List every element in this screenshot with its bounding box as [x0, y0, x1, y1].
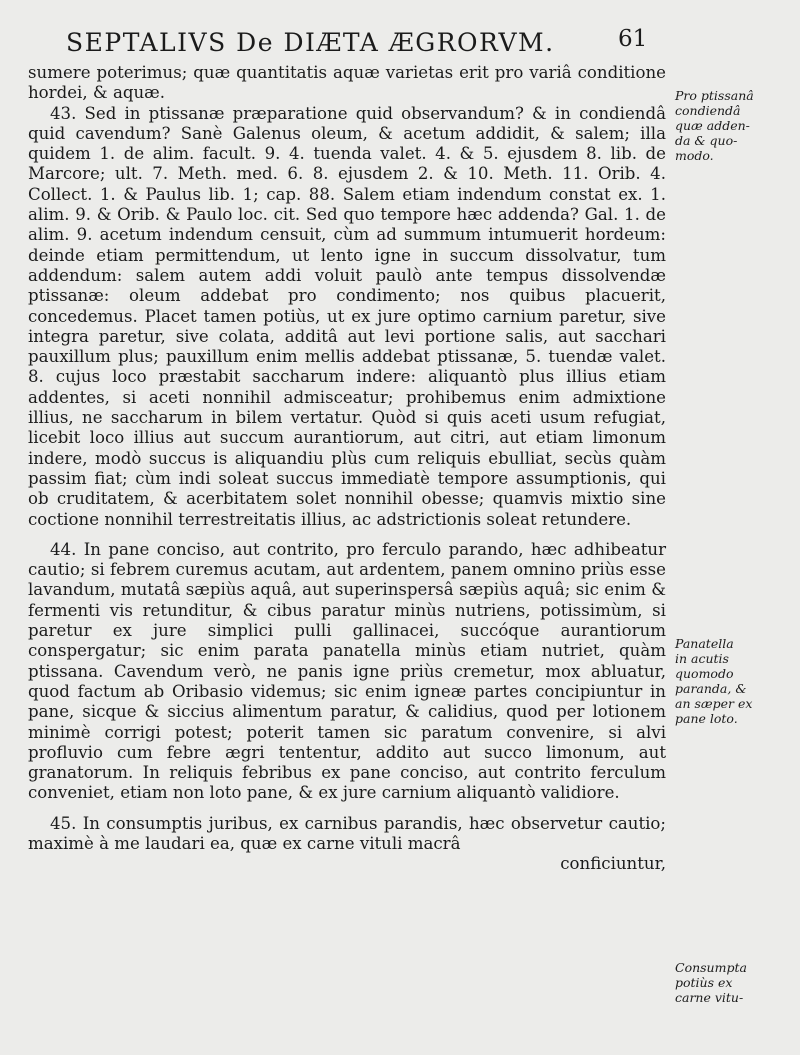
margin-note-line: potiùs ex [675, 975, 733, 990]
margin-note-line: quæ adden- [675, 118, 750, 133]
running-head: SEPTALIVS De DIÆTA ÆGRORVM. [66, 28, 555, 57]
margin-note-line: pane loto. [675, 711, 738, 726]
margin-note-consumpta [675, 960, 775, 1005]
main-text-column [28, 63, 666, 875]
paragraph-43: 43. Sed in ptissanæ præparatione quid observandum? & in condiendâ quid cavendum? Sanè Galenus oleum, & acetum addidit, & salem; illa quidem 1. de alim. facult. 9. 4. tuenda valet. 4. & 5. ejusdem 8. lib. de Marcore; ult. 7. Meth. med. 6. 8. ejusdem 2. & 10. Meth. 11. Orib. 4. Collect. 1. & Paulus lib. 1; cap. 88. Salem etiam indendum constat ex. 1. alim. 9. & Orib. & Paulo loc. cit. Sed quo tempore hæc addenda? Gal. 1. de alim. 9. acetum indendum censuit, cùm ad summum intumuerit hordeum: deinde etiam permittendum, ut lento igne in succum dissolvatur, tum addendum: salem autem addi voluit paulò ante tempus dissolvendæ ptissanæ: oleum addebat pro condimento; nos quibus placuerit, concedemus. Placet tamen potiùs, ut ex jure optimo carnium paretur, sive integra paretur, sive colata, additâ aut levi portione salis, aut sacchari pauxillum plus; pauxillum enim mellis addebat ptissanæ, 5. tuendæ valet. 8. cujus loco præstabit saccharum indere: aliquantò plus illius etiam addentes, si aceti nonnihil admisceatur; prohibemus enim admixtione illius, ne saccharum in bilem vertatur. Quòd si quis aceti usum refugiat, licebit loco illius aut succum aurantiorum, aut citri, aut etiam limonum indere, modò succus is aliquandiu plùs cum reliquis ebulliat, secùs quàm passim fiat; cùm indi soleat succus immediatè tempore assumptionis, qui ob cruditatem, & acerbitatem solet nonnihil obesse; quamvis mixtio sine coctione nonnihil terrestreitatis illius, ac adstrictionis soleat retundere. [28, 103, 666, 529]
margin-note-line: an sæper ex [675, 696, 753, 711]
margin-note-line: carne vitu- [675, 990, 744, 1005]
margin-note-line: in acutis [675, 651, 729, 666]
margin-note-line: paranda, & [675, 681, 747, 696]
paragraph-45: 45. In consumptis juribus, ex carnibus parandis, hæc observetur cautio; maximè à me laudari ea, quæ ex carne vituli macrâ [28, 813, 666, 853]
margin-note-line: Pro ptissanâ [675, 88, 754, 103]
margin-note-line: Panatella [675, 636, 734, 651]
margin-note-ptissana [675, 88, 775, 163]
paragraph-44: 44. In pane conciso, aut contrito, pro ferculo parando, hæc adhibeatur cautio; si febrem curemus acutam, aut ardentem, panem omnino priùs esse lavandum, mutatâ sæpiùs aquâ, aut superinspersâ sæpiùs aquâ; sic enim & fermenti vis retunditur, & cibus paratur minùs nutriens, potissimùm, si paretur ex jure simplici pulli gallinacei, succóque aurantiorum conspergatur; sic enim parata panatella minùs etiam nutriet, quàm ptissana. Cavendum verò, ne panis igne priùs cremetur, mox abluatur, quod factum ab Oribasio videmus; sic enim igneæ partes concipiuntur in pane, sicque & siccius alimentum paratur, & calidius, quod per lotionem minimè corrigi potest; poterit tamen sic paratum convenire, si alvi profluvio cum febre ægri tententur, addito aut succo limonum, aut granatorum. In reliquis febribus ex pane conciso, aut contrito ferculum conveniet, etiam non loto pane, & ex jure carnium aliquantò validiore. [28, 539, 666, 803]
page-number: 61 [618, 26, 648, 52]
margin-note-line: da & quo- [675, 133, 738, 148]
catchword: conficiuntur, [560, 854, 666, 874]
margin-note-line: quomodo [675, 666, 734, 681]
margin-note-line: Consumpta [675, 960, 747, 975]
margin-note-line: modo. [675, 148, 714, 163]
margin-note-panatella [675, 636, 775, 726]
paragraph-continued: sumere poterimus; quæ quantitatis aquæ varietas erit pro variâ conditione hordei, & aquæ. [28, 63, 666, 103]
margin-note-line: condiendâ [675, 103, 741, 118]
